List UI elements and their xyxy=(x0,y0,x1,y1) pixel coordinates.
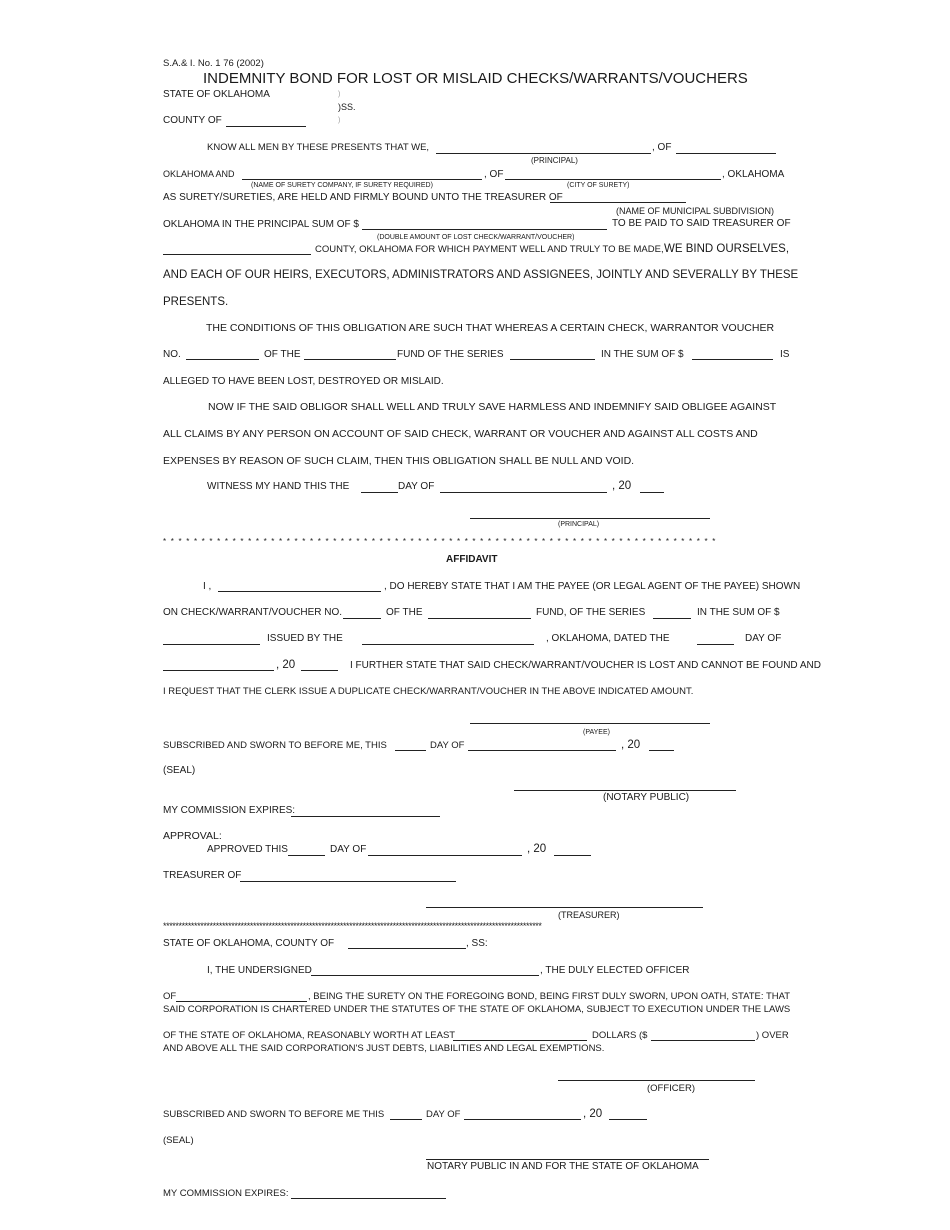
know-all-text: KNOW ALL MEN BY THESE PRESENTS THAT WE, xyxy=(207,142,430,153)
on-check-text: ON CHECK/WARRANT/VOUCHER NO. xyxy=(163,607,343,618)
issuer-field[interactable] xyxy=(362,644,534,645)
affidavit-subscribed-text: SUBSCRIBED AND SWORN TO BEFORE ME, THIS xyxy=(163,740,387,751)
affidavit-day-of: DAY OF xyxy=(745,633,782,644)
officer-caption: (OFFICER) xyxy=(647,1083,696,1094)
witness-month-field[interactable] xyxy=(440,492,607,493)
affidavit-commission-field[interactable] xyxy=(291,816,440,817)
worth-amount-field[interactable] xyxy=(453,1040,587,1041)
dollars-numeric-field[interactable] xyxy=(651,1040,755,1041)
affidavit-in-sum: IN THE SUM OF $ xyxy=(697,607,780,618)
affidavit-sworn-day-of: DAY OF xyxy=(430,740,465,751)
county-field[interactable] xyxy=(226,126,306,127)
affidavit-series-field[interactable] xyxy=(653,618,691,619)
surety-of-text: OF xyxy=(163,991,177,1002)
payee-signature-line[interactable] xyxy=(470,723,710,724)
brace-bottom: ) xyxy=(338,117,341,124)
surety-city-field[interactable] xyxy=(505,179,721,180)
further-state-text: I FURTHER STATE THAT SAID CHECK/WARRANT/VOUCHER IS LOST AND CANNOT BE FOUND AND xyxy=(350,660,821,671)
duly-elected-text: , THE DULY ELECTED OFFICER xyxy=(540,965,690,976)
as-surety-text: AS SURETY/SURETIES, ARE HELD AND FIRMLY BOUND UNTO THE TREASURER OF xyxy=(163,192,563,203)
being-surety-text: , BEING THE SURETY ON THE FOREGOING BOND, BEING FIRST DULY SWORN, UPON OATH, STATE: THAT xyxy=(308,991,791,1002)
surety-commission-text: MY COMMISSION EXPIRES: xyxy=(163,1188,289,1199)
fund-field[interactable] xyxy=(304,359,396,360)
county-oklahoma-text: COUNTY, OKLAHOMA FOR WHICH PAYMENT WELL AND TRULY TO BE MADE, xyxy=(315,244,664,255)
affidavit-commission-text: MY COMMISSION EXPIRES: xyxy=(163,805,296,816)
no-label: NO. xyxy=(163,349,181,360)
oklahoma-text: , OKLAHOMA xyxy=(722,169,785,180)
affidavit-sworn-month-field[interactable] xyxy=(468,750,616,751)
witness-day-field[interactable] xyxy=(361,492,398,493)
treasurer-signature-line[interactable] xyxy=(426,907,703,908)
affidavit-sworn-year-field[interactable] xyxy=(649,750,674,751)
notary-signature-line[interactable] xyxy=(514,790,736,791)
affidavit-sworn-day-field[interactable] xyxy=(395,750,426,751)
approved-year-field[interactable] xyxy=(554,855,591,856)
presents-text: PRESENTS. xyxy=(163,296,229,308)
surety-notary-signature-line[interactable] xyxy=(426,1159,709,1160)
treasurer-caption: (TREASURER) xyxy=(558,910,620,920)
affidavit-check-no-field[interactable] xyxy=(343,618,381,619)
separator-stars: ************************************************************************************************************************** xyxy=(163,921,542,931)
surety-corporation-field[interactable] xyxy=(176,1001,307,1002)
surety-subscribed-text: SUBSCRIBED AND SWORN TO BEFORE ME THIS xyxy=(163,1109,385,1120)
approved-this-text: APPROVED THIS xyxy=(207,844,288,855)
venue-state: STATE OF OKLAHOMA xyxy=(163,89,270,100)
principal-signature-line[interactable] xyxy=(470,518,710,519)
municipal-caption: (NAME OF MUNICIPAL SUBDIVISION) xyxy=(616,206,775,216)
dated-day-field[interactable] xyxy=(697,644,734,645)
fund-series-label: FUND OF THE SERIES xyxy=(397,349,504,360)
principal-city-field[interactable] xyxy=(676,153,776,154)
conditions-text: THE CONDITIONS OF THIS OBLIGATION ARE SUCH THAT WHEREAS A CERTAIN CHECK, WARRANTOR VOUCHER xyxy=(206,322,775,334)
form-number: S.A.& I. No. 1 76 (2002) xyxy=(163,58,264,69)
approved-month-field[interactable] xyxy=(368,855,522,856)
principal-caption: (PRINCIPAL) xyxy=(531,156,578,165)
approval-heading: APPROVAL: xyxy=(163,830,222,842)
surety-sworn-day-field[interactable] xyxy=(390,1119,422,1120)
surety-sworn-year-label: , 20 xyxy=(583,1108,603,1120)
separator-dots: * * * * * * * * * * * * * * * * * * * * * * * * * * * * * * * * * * * * * * * * * * * * * * * * * * * * * * * * * * * * * * * * * * * * * * * * xyxy=(163,537,717,546)
treasurer-of-field[interactable] xyxy=(240,881,456,882)
witness-day-of: DAY OF xyxy=(398,481,435,492)
of-text-2: , OF xyxy=(484,169,504,180)
bind-ourselves-text: WE BIND OURSELVES, xyxy=(664,243,790,255)
to-be-paid-text: TO BE PAID TO SAID TREASURER OF xyxy=(612,218,791,229)
surety-sworn-month-field[interactable] xyxy=(464,1119,581,1120)
notary-caption: (NOTARY PUBLIC) xyxy=(603,792,690,803)
dollars-text: DOLLARS ($ xyxy=(592,1030,648,1041)
oklahoma-dated-text: , OKLAHOMA, DATED THE xyxy=(546,633,670,644)
affidavit-heading: AFFIDAVIT xyxy=(446,554,498,565)
undersigned-name-field[interactable] xyxy=(311,975,539,976)
sum-field[interactable] xyxy=(692,359,773,360)
witness-year-field[interactable] xyxy=(640,492,664,493)
affiant-name-field[interactable] xyxy=(218,591,381,592)
principal-sum-field[interactable] xyxy=(362,229,607,230)
check-number-field[interactable] xyxy=(186,359,259,360)
dated-month-field[interactable] xyxy=(163,670,274,671)
oklahoma-and-text: OKLAHOMA AND xyxy=(163,169,235,179)
principal-signature-caption: (PRINCIPAL) xyxy=(558,521,600,528)
series-field[interactable] xyxy=(510,359,595,360)
worth-text: OF THE STATE OF OKLAHOMA, REASONABLY WORTH AT LEAST xyxy=(163,1030,456,1041)
surety-sworn-day-of: DAY OF xyxy=(426,1109,461,1120)
affidavit-i: I , xyxy=(203,581,212,592)
alleged-text: ALLEGED TO HAVE BEEN LOST, DESTROYED OR MISLAID. xyxy=(163,376,444,387)
approved-day-field[interactable] xyxy=(288,855,325,856)
affidavit-seal: (SEAL) xyxy=(163,765,196,776)
brace-top: ) xyxy=(338,91,341,98)
surety-sworn-year-field[interactable] xyxy=(609,1119,647,1120)
all-claims-text: ALL CLAIMS BY ANY PERSON ON ACCOUNT OF SAID CHECK, WARRANT OR VOUCHER AND AGAINST ALL COSTS AND xyxy=(163,428,758,440)
principal-sum-text: OKLAHOMA IN THE PRINCIPAL SUM OF $ xyxy=(163,219,359,230)
treasurer-of-text: TREASURER OF xyxy=(163,870,242,881)
affidavit-sworn-year-label: , 20 xyxy=(621,739,641,751)
affidavit-state-text: , DO HEREBY STATE THAT I AM THE PAYEE (OR LEGAL AGENT OF THE PAYEE) SHOWN xyxy=(384,581,801,592)
affidavit-of-the: OF THE xyxy=(386,607,423,618)
surety-caption: (NAME OF SURETY COMPANY, IF SURETY REQUIRED) xyxy=(251,182,433,189)
officer-signature-line[interactable] xyxy=(558,1080,755,1081)
is-label: IS xyxy=(780,349,790,360)
approved-day-of: DAY OF xyxy=(330,844,367,855)
above-text: AND ABOVE ALL THE SAID CORPORATION'S JUST DEBTS, LIABILITIES AND LEGAL EXEMPTIONS. xyxy=(163,1043,605,1054)
of-the-label: OF THE xyxy=(264,349,301,360)
affidavit-fund-series: FUND, OF THE SERIES xyxy=(536,607,646,618)
witness-year-label: , 20 xyxy=(612,480,632,492)
now-if-text: NOW IF THE SAID OBLIGOR SHALL WELL AND TRULY SAVE HARMLESS AND INDEMNIFY SAID OBLIGEE AGAINST xyxy=(208,401,777,413)
payee-caption: (PAYEE) xyxy=(583,729,610,736)
surety-notary-caption: NOTARY PUBLIC IN AND FOR THE STATE OF OKLAHOMA xyxy=(427,1161,699,1172)
double-amount-caption: (DOUBLE AMOUNT OF LOST CHECK/WARRANT/VOUCHER) xyxy=(377,234,575,241)
undersigned-text: I, THE UNDERSIGNED xyxy=(207,965,312,976)
surety-ss-text: , SS: xyxy=(466,938,488,949)
surety-county-field[interactable] xyxy=(348,948,466,949)
issued-by-text: ISSUED BY THE xyxy=(267,633,343,644)
dated-year-field[interactable] xyxy=(301,670,338,671)
approved-year-label: , 20 xyxy=(527,843,547,855)
surety-commission-field[interactable] xyxy=(291,1198,446,1199)
page-title: INDEMNITY BOND FOR LOST OR MISLAID CHECKS/WARRANTS/VOUCHERS xyxy=(203,70,748,87)
venue-county: COUNTY OF xyxy=(163,115,222,126)
witness-text: WITNESS MY HAND THIS THE xyxy=(207,481,350,492)
surety-seal: (SEAL) xyxy=(163,1135,194,1146)
affidavit-year-label: , 20 xyxy=(276,659,296,671)
surety-state-county-text: STATE OF OKLAHOMA, COUNTY OF xyxy=(163,938,335,949)
city-caption: (CITY OF SURETY) xyxy=(567,182,630,189)
request-text: I REQUEST THAT THE CLERK ISSUE A DUPLICATE CHECK/WARRANT/VOUCHER IN THE ABOVE INDICATED AMOUNT. xyxy=(163,686,694,697)
affidavit-fund-field[interactable] xyxy=(428,618,531,619)
over-text: ) OVER xyxy=(756,1030,789,1041)
venue-ss: )SS. xyxy=(338,102,356,112)
affidavit-sum-field[interactable] xyxy=(163,644,260,645)
municipal-subdivision-field[interactable] xyxy=(550,202,686,203)
county-name-field[interactable] xyxy=(163,254,311,255)
in-sum-label: IN THE SUM OF $ xyxy=(601,349,684,360)
heirs-text: AND EACH OF OUR HEIRS, EXECUTORS, ADMINISTRATORS AND ASSIGNEES, JOINTLY AND SEVERALLY BY THESE xyxy=(163,269,799,281)
principal-name-field[interactable] xyxy=(436,153,651,154)
expenses-text: EXPENSES BY REASON OF SUCH CLAIM, THEN THIS OBLIGATION SHALL BE NULL AND VOID. xyxy=(163,455,635,467)
of-text: , OF xyxy=(652,142,672,153)
surety-company-field[interactable] xyxy=(242,179,482,180)
chartered-text: SAID CORPORATION IS CHARTERED UNDER THE STATUTES OF THE STATE OF OKLAHOMA, SUBJECT TO EXECUTION UNDER THE LAWS xyxy=(163,1004,791,1015)
